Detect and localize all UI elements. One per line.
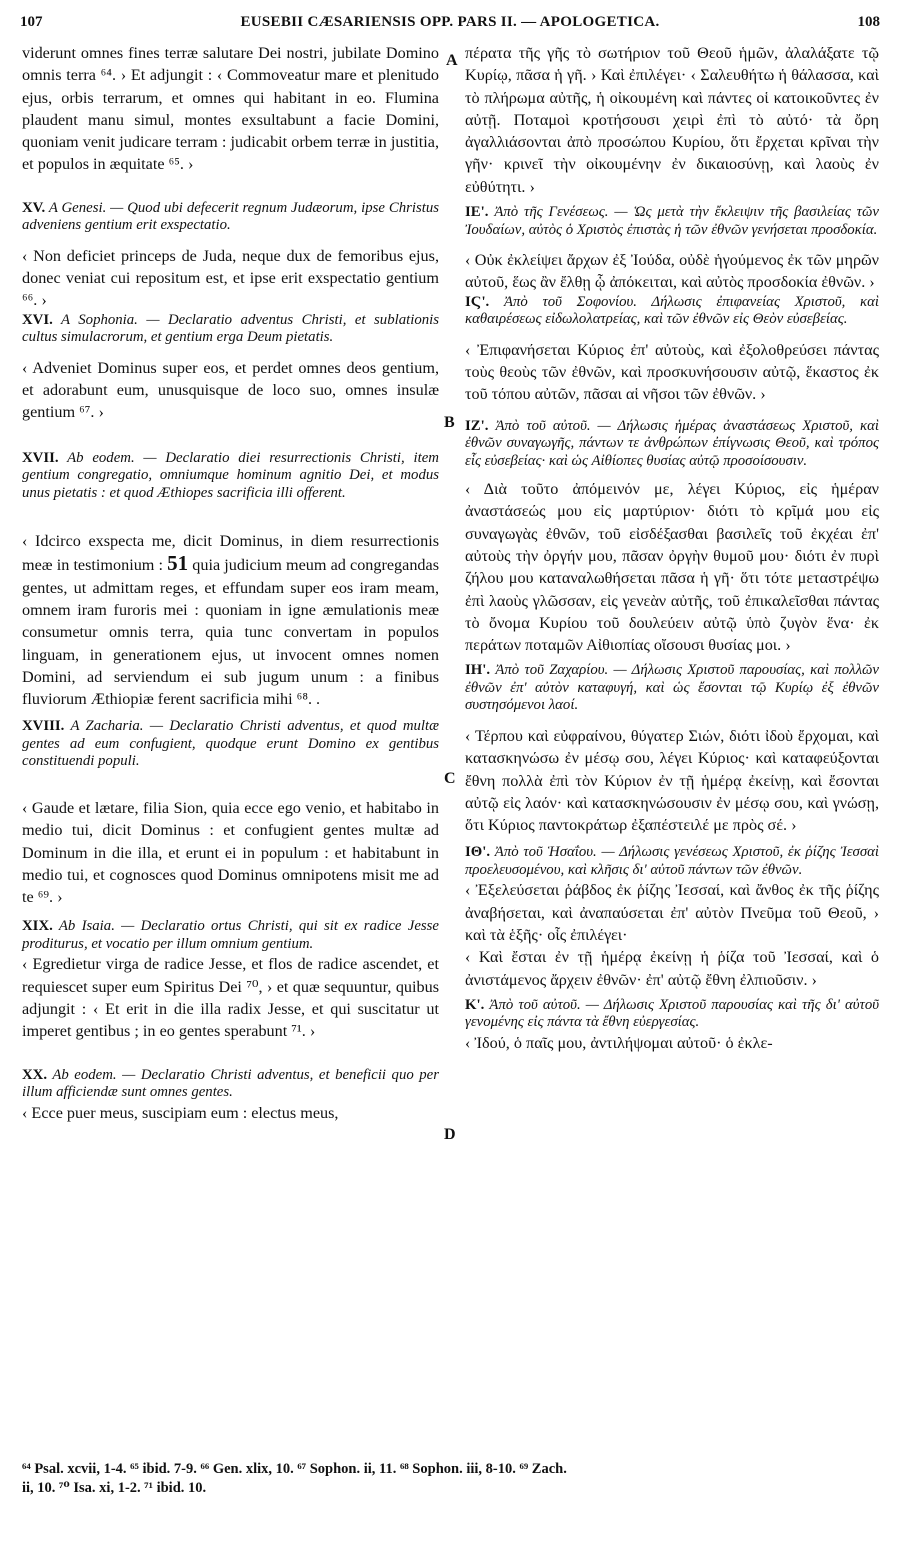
greek-column [465, 42, 879, 1054]
latin-section-heading: XIX. Ab Isaia. — Declaratio ortus Christi, qui sit ex radice Jesse proditurus, et vocatio per illum omnium gentium. [22, 918, 439, 952]
page-number-left: 107 [20, 14, 43, 30]
greek-section-heading: ΙΗ'. Ἀπὸ τοῦ Ζαχαρίου. — Δήλωσις Χριστοῦ παρουσίας, καὶ πολλῶν ἐθνῶν ἐπ' αὐτὸν καταφυγή, καὶ ὡς ἔσονται τῷ Κυρίῳ ἐξ ἐθνῶν συστησόμενοι λαοί. [465, 662, 880, 714]
greek-section-heading: ΙΘ'. Ἀπὸ τοῦ Ἡσαΐου. — Δήλωσις γενέσεως Χριστοῦ, ἐκ ῥίζης Ἰεσσαὶ προελευσομένου, καὶ κλῆσις δι' αὐτοῦ πάντων τῶν ἐθνῶν. [465, 844, 879, 878]
latin-quote: ‹ Idcirco exspecta me, dicit Dominus, in diem resurrectionis meæ in testimonium : 51 quia judicium meum ad congregandas gentes, ut admittam reges, et effundam super eos iram meam, omnem iram furoris mei : quoniam in igne æmulationis meæ consumetur omnis terra, quia tunc convertam in populos linguam, in generationem ejus, ut invocent omnes nomen Domini, ad serviendum ei sub jugum unum : a finibus fluviorum Æthiopiæ ferent sacrificia mihi ⁶⁸. . [22, 532, 439, 709]
latin-section-heading: XX. Ab eodem. — Declaratio Christi adventus, et beneficii quo per illum afficiendæ sunt omnes gentes. [22, 1066, 439, 1101]
latin-quote: ‹ Ecce puer meus, suscipiam eum : electus meus, [22, 1103, 339, 1122]
greek-quote: ‹ Οὐκ ἐκλείψει ἄρχων ἐξ Ἰούδα, οὐδὲ ἡγούμενος ἐκ τῶν μηρῶν αὐτοῦ, ἕως ἂν ἔλθῃ ᾧ ἀπόκειται, καὶ αὐτὸς προσδοκία ἐθνῶν. › [465, 251, 879, 292]
footnotes [22, 1460, 882, 1498]
margin-letter-b: B [444, 414, 455, 431]
footnote-line: ii, 10. ⁷⁰ Isa. xi, 1-2. ⁷¹ ibid. 10. [22, 1480, 207, 1496]
column-number: 51 [167, 551, 189, 576]
footnote-line: ⁶⁴ Psal. xcvii, 1-4. ⁶⁵ ibid. 7-9. ⁶⁶ Gen. xlix, 10. ⁶⁷ Sophon. ii, 11. ⁶⁸ Sophon. iii, 8-10. ⁶⁹ Zach. [22, 1461, 567, 1477]
greek-section-heading: ΙΕ'. Ἀπὸ τῆς Γενέσεως. — Ὡς μετὰ τὴν ἔκλειψιν τῆς βασιλείας τῶν Ἰουδαίων, αὐτὸς ὁ Χριστὸς ἐπιστὰς ἡ τῶν ἐθνῶν γενήσεται προσδοκία. [465, 204, 879, 238]
greek-paragraph: πέρατα τῆς γῆς τὸ σωτήριον τοῦ Θεοῦ ἡμῶν, ἀλαλάξατε τῷ Κυρίῳ, πᾶσα ἡ γῆ. › Καὶ ἐπιλέγει· ‹ Σαλευθήτω ἡ θάλασσα, καὶ τὸ πλήρωμα αὐτῆς, ἡ οἰκουμένη καὶ πάντες οἱ κατοικοῦντες ἐν αὐτῇ. Ποταμοὶ κροτήσουσι χειρὶ ἐπὶ τὸ αὐτό· τὰ ὄρη ἀγαλλιάσονται ἀπὸ προσώπου Κυρίου, ὅτι ἔρχεται κρῖναι τὴν γῆν· κρινεῖ τὴν οἰκουμένην ἐν δικαιοσύνῃ, καὶ λαοὺς ἐν εὐθύτητι. › [465, 44, 879, 196]
latin-section-heading: XVI. A Sophonia. — Declaratio adventus Christi, et sublationis cultus simulacrorum, et gentium erga Deum pietatis. [22, 311, 439, 346]
latin-quote: ‹ Gaude et lætare, filia Sion, quia ecce ego venio, et habitabo in medio tui, dicit Dominus : et confugient gentes multæ ad Dominum in die illa, et erunt ei in populum : et habitabunt in medio tui, et cognosces quod Dominus omnipotens misit me ad te ⁶⁹. › [22, 798, 439, 907]
latin-quote: ‹ Egredietur virga de radice Jesse, et flos de radice ascendet, et requiescet super eum Spiritus Dei ⁷⁰, › et quæ sequuntur, quibus adjungit : ‹ Et erit in die illa radix Jesse, et qui suscitatur ut imperet gentibus ; in eo gentes sperabunt ⁷¹. › [22, 955, 439, 1041]
greek-quote: ‹ Τέρπου καὶ εὐφραίνου, θύγατερ Σιών, διότι ἰδοὺ ἔρχομαι, καὶ κατασκηνώσω ἐν μέσῳ σου, λέγει Κύριος· καὶ καταφεύξονται ἔθνη πολλὰ ἐπὶ τὸν Κύριον ἐν τῇ ἡμέρᾳ ἐκείνῃ, καὶ ἔσονται αὐτῷ εἰς λαόν· καὶ κατασκηνώσουσιν ἐν μέσῳ σου, καὶ γνώσῃ, ὅτι Κύριος παντοκράτωρ ἐξαπέστειλέ με πρὸς σέ. › [465, 726, 879, 835]
greek-quote: ‹ Ἐπιφανήσεται Κύριος ἐπ' αὐτοὺς, καὶ ἐξολοθρεύσει πάντας τοὺς θεοὺς τῶν ἐθνῶν, καὶ προσκυνήσουσιν αὐτῷ, ἕκαστος ἐκ τοῦ τόπου αὐτῶν, πᾶσαι αἱ νῆσοι τῶν ἐθνῶν. › [465, 340, 879, 404]
latin-section-heading: XV. A Genesi. — Quod ubi defecerit regnum Judæorum, ipse Christus adveniens gentium erit exspectatio. [22, 199, 440, 234]
page-number-right: 108 [857, 14, 880, 30]
greek-section-heading: Κ'. Ἀπὸ τοῦ αὐτοῦ. — Δήλωσις Χριστοῦ παρουσίας καὶ τῆς δι' αὐτοῦ γενομένης εἰς πάντα τὰ ἔθνη εὐεργεσίας. [465, 996, 880, 1031]
greek-quote: ‹ Καὶ ἔσται ἐν τῇ ἡμέρᾳ ἐκείνῃ ἡ ῥίζα τοῦ Ἰεσσαί, καὶ ὁ ἀνιστάμενος ἄρχειν ἐθνῶν· ἐπ' αὐτῷ ἔθνη ἐλπιοῦσιν. › [465, 948, 879, 989]
running-header [20, 8, 880, 30]
latin-quote: ‹ Non deficiet princeps de Juda, neque dux de femoribus ejus, donec veniat cui repositum est, et ipse erit exspectatio gentium ⁶⁶. › [22, 246, 439, 310]
margin-letter-c: C [444, 770, 456, 787]
margin-letter-a: A [446, 52, 458, 69]
latin-section-heading: XVIII. A Zacharia. — Declaratio Christi adventus, et quod multæ gentes ad eum confugient, quodque erunt Domino ex gentibus constituendi populi. [22, 718, 440, 770]
latin-paragraph: viderunt omnes fines terræ salutare Dei nostri, jubilate Domino omnis terra ⁶⁴. › Et adjungit : ‹ Commoveatur mare et plenitudo ejus, orbis terrarum, et omnes qui habitant in eo. Flumina plaudent manu simul, montes exsultabunt a facie Domini, quoniam venit judicare terram : judicabit orbem terræ in justitia, et populos in æquitate ⁶⁵. › [22, 44, 439, 174]
greek-quote: ‹ Ἐξελεύσεται ῥάβδος ἐκ ῥίζης Ἰεσσαί, καὶ ἄνθος ἐκ τῆς ῥίζης ἀναβήσεται, καὶ ἀναπαύσεται ἐπ' αὐτὸν Πνεῦμα τοῦ Θεοῦ, › καὶ τὰ ἑξῆς· οἷς ἐπιλέγει· [465, 881, 879, 945]
latin-section-heading: XVII. Ab eodem. — Declaratio diei resurrectionis Christi, item gentium congregatio, omniumque hominum agnitio Dei, et modus unus pietatis : et quod Æthiopes sacrificia illi offerent. [22, 449, 439, 501]
running-title: EUSEBII CÆSARIENSIS OPP. PARS II. — APOLOGETICA. [240, 14, 660, 30]
greek-quote: ‹ Διὰ τοῦτο ἀπόμεινόν με, λέγει Κύριος, εἰς ἡμέραν ἀναστάσεώς μου εἰς μαρτύριον· διότι τὸ κρῖμά μου εἰς συναγωγὰς ἐθνῶν, τοῦ εἰσδέξασθαι βασιλεῖς τοῦ ἐκχέαι ἐπ' αὐτοὺς τὴν ὀργήν μου, πᾶσαν ὀργὴν θυμοῦ μου· διότι ἐν πυρὶ ζήλου μου καταναλωθήσεται πᾶσα ἡ γῆ· ὅτι τότε μεταστρέψω ἐπὶ λαοὺς γλῶσσαν, εἰς γενεὰν αὐτῆς, τοῦ ἐπικαλεῖσθαι πάντας τὸ ὄνομα Κυρίου τοῦ δουλεύειν αὐτῷ ὑπὸ ζυγὸν ἕνα· ἐκ περάτων ποταμῶν Αἰθιοπίας οἴσουσι θυσίας μοι. › [465, 480, 879, 655]
greek-section-heading: ΙϚ'. Ἀπὸ τοῦ Σοφονίου. Δήλωσις ἐπιφανείας Χριστοῦ, καὶ καθαιρέσεως εἰδωλολατρείας, καὶ τῶν ἐθνῶν εἰς Θεὸν εὐσεβείας. [465, 293, 880, 328]
greek-quote: ‹ Ἰδού, ὁ παῖς μου, ἀντιλήψομαι αὐτοῦ· ὁ ἐκλε- [465, 1033, 773, 1052]
margin-letter-d: D [444, 1126, 456, 1143]
latin-quote: ‹ Adveniet Dominus super eos, et perdet omnes deos gentium, et adorabunt eum, unusquisque de loco suo, omnes insulæ gentium ⁶⁷. › [22, 358, 439, 422]
latin-column [22, 42, 439, 1124]
greek-section-heading: ΙΖ'. Ἀπὸ τοῦ αὐτοῦ. — Δήλωσις ἡμέρας ἀναστάσεως Χριστοῦ, καὶ ἐθνῶν συναγωγῆς, πάντων τε ἀνθρώπων ἐπίγνωσις Θεοῦ, καὶ τρόπος εἷς εὐσεβείας· καὶ ὡς Αἰθίοπες θυσίας αὐτῷ προσοίσουσιν. [465, 417, 879, 469]
